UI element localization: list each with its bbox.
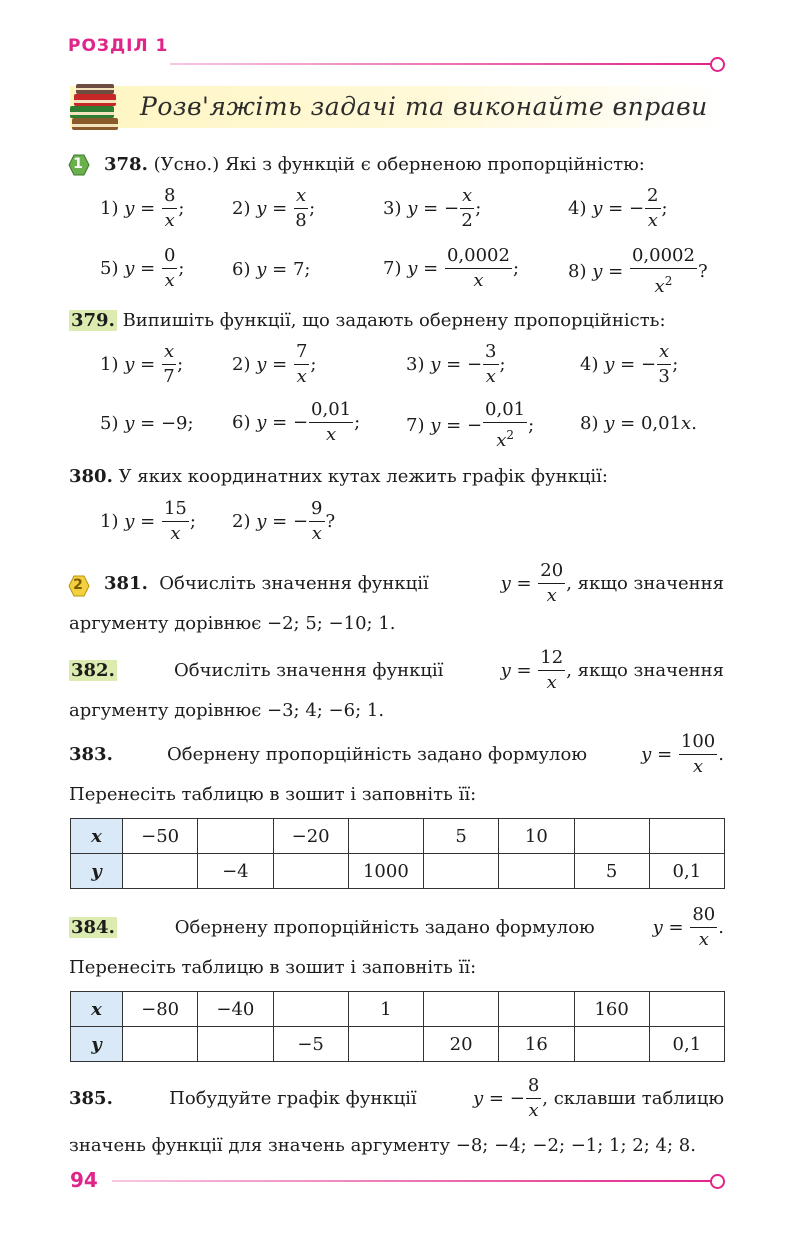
level-2-badge <box>68 575 88 595</box>
problem-381-line2: аргументу дорівнює −2; 5; −10; 1. <box>69 613 396 634</box>
formula-379-6: 6) y = − $\frac{0,01}{x}$ ; <box>232 399 361 445</box>
problem-384-line2: Перенесіть таблицю в зошит і заповніть її: <box>69 957 477 978</box>
formula-380-2: 2) y = − $\frac{9}{x}$ ? <box>232 498 336 544</box>
problem-text: У яких координатних кутах лежить графік функції: <box>118 466 608 487</box>
formula-379-3: 3) y = − $\frac{3}{x}$ ; <box>406 341 506 387</box>
problem-384-statement: 384. Обернену пропорційність задано формулою y = $\frac{80}{x}$ . <box>71 904 724 950</box>
formula-379-1: 1) y = $\frac{x}{7}$ ; <box>100 341 184 387</box>
problem-381-statement: 381. Обчисліть значення функції y = $\frac{20}{x}$ , якщо значення <box>104 560 724 606</box>
problem-380-statement <box>69 466 608 488</box>
page-number: 94 <box>70 1168 98 1192</box>
formula-378-4: 4) y = − $\frac{2}{x}$ ; <box>568 185 668 231</box>
table-383 <box>70 818 725 889</box>
formula-378-1: 1) y = $\frac{8}{x}$ ; <box>100 185 185 231</box>
formula-380-1: 1) y = $\frac{15}{x}$ ; <box>100 498 196 544</box>
problem-383-statement: 383. Обернену пропорційність задано формулою y = $\frac{100}{x}$ . <box>69 731 724 777</box>
problem-number: 379. <box>71 310 115 331</box>
books-icon <box>66 80 122 136</box>
level-1-badge <box>68 154 88 174</box>
footer-rule-end-icon <box>710 1174 725 1189</box>
table-row-y: y −5 20 16 0,1 <box>71 1027 725 1062</box>
table-384 <box>70 991 725 1062</box>
formula-379-4: 4) y = − $\frac{x}{3}$ ; <box>580 341 679 387</box>
problem-385-line2: значень функції для значень аргументу −8; −4; −2; −1; 1; 2; 4; 8. <box>69 1135 696 1156</box>
footer-rule <box>112 1180 712 1182</box>
header-rule-end-icon <box>710 57 725 72</box>
problem-385-statement: 385. Побудуйте графік функції y = − $\frac{8}{x}$ , склавши таблицю <box>69 1075 724 1121</box>
formula-378-2: 2) y = $\frac{x}{8}$ ; <box>232 185 316 231</box>
problem-379-statement <box>69 310 666 332</box>
header-rule <box>170 63 712 65</box>
problem-378-statement <box>104 154 645 176</box>
problem-383-line2: Перенесіть таблицю в зошит і заповніть її: <box>69 784 477 805</box>
formula-378-7: 7) y = $\frac{0,0002}{x}$ ; <box>383 245 520 291</box>
section-label: РОЗДІЛ 1 <box>68 36 169 56</box>
formula-378-3: 3) y = − $\frac{x}{2}$ ; <box>383 185 482 231</box>
formula-379-8: 8) y = 0,01 x . <box>580 413 697 434</box>
level-number: 1 <box>73 156 83 172</box>
formula-378-5: 5) y = $\frac{0}{x}$ ; <box>100 245 185 291</box>
formula-378-8: 8) y = $\frac{0,0002}{x^2}$ ? <box>568 245 708 297</box>
table-row-x: x −50 −20 5 10 <box>71 819 725 854</box>
formula-379-5: 5) y = −9 ; <box>100 413 194 434</box>
formula-379-7: 7) y = − $\frac{0,01}{x^2}$ ; <box>406 399 535 451</box>
problem-number: 380. <box>69 466 113 487</box>
problem-382-line2: аргументу дорівнює −3; 4; −6; 1. <box>69 700 385 721</box>
problem-382-statement: 382. Обчисліть значення функції y = $\frac{12}{x}$ , якщо значення <box>71 647 724 693</box>
formula-379-2: 2) y = $\frac{7}{x}$ ; <box>232 341 317 387</box>
problem-text: (Усно.) Які з функцій є оберненою пропорційністю: <box>153 154 645 175</box>
table-row-x: x −80 −40 1 160 <box>71 992 725 1027</box>
table-row-y: y −4 1000 5 0,1 <box>71 854 725 889</box>
level-number: 2 <box>73 577 83 593</box>
problem-text: Випишіть функції, що задають обернену пропорційність: <box>122 310 666 331</box>
formula-378-6: 6) y = 7 ; <box>232 259 311 280</box>
problem-number: 378. <box>104 154 148 175</box>
banner-title: Розв'яжіть задачі та виконайте вправи <box>140 92 708 121</box>
